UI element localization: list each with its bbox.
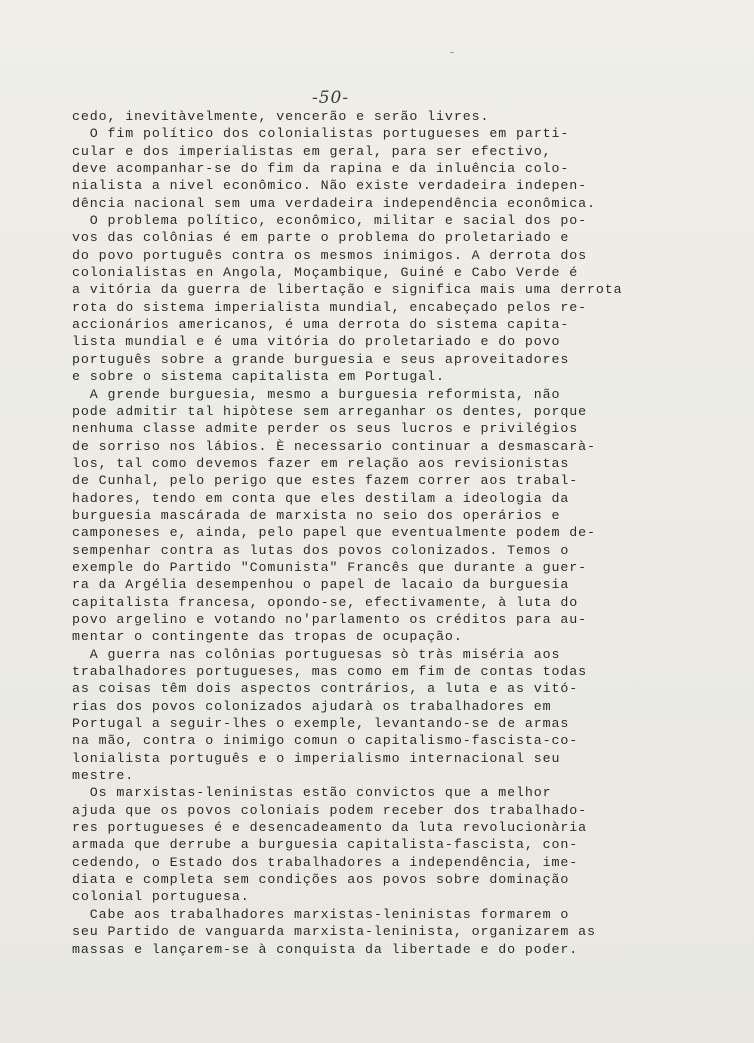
text-line: A grende burguesia, mesmo a burguesia reformista, não [72, 386, 561, 402]
text-line: hadores, tendo em conta que eles destilam a ideologia da [72, 490, 570, 506]
text-line: povo argelino e votando no'parlamento os créditos para au- [72, 611, 588, 627]
text-line: colonial portuguesa. [72, 889, 250, 905]
text-line: cedendo, o Estado dos trabalhadores a independência, ime- [72, 854, 579, 870]
text-line: rota do sistema imperialista mundial, encabeçado pelos re- [72, 299, 588, 315]
text-line: ra da Argélia desempenhou o papel de lacaio da burguesia [72, 577, 570, 593]
text-line: Os marxistas-leninistas estão convictos que a melhor [72, 785, 552, 801]
text-line: ajuda que os povos coloniais podem receber dos trabalhado- [72, 802, 588, 818]
text-line: capitalista francesa, opondo-se, efectivamente, à luta do [72, 594, 579, 610]
text-line: exemple do Partido "Comunista" Francês que durante a guer- [72, 559, 588, 575]
text-line: burguesia mascárada de marxista no seio dos operários e [72, 507, 561, 523]
text-line: diata e completa sem condições aos povos sobre dominação [72, 872, 570, 888]
text-line: accionários americanos, é uma derrota do sistema capita- [72, 317, 570, 333]
text-line: O problema político, econômico, militar e sacial dos po- [72, 213, 588, 229]
text-line: O fim político dos colonialistas portugueses em parti- [72, 126, 570, 142]
page-number: -50- [312, 88, 350, 108]
text-line: português sobre a grande burguesia e seus aproveitadores [72, 351, 570, 367]
text-line: sempenhar contra as lutas dos povos colonizados. Temos o [72, 542, 570, 558]
text-line: cedo, inevitàvelmente, vencerão e serão livres. [72, 109, 490, 124]
text-line: as coisas têm dois aspectos contrários, a luta e as vitó- [72, 681, 579, 697]
text-line: A guerra nas colônias portuguesas sò tràs miséria aos [72, 646, 561, 662]
text-line: massas e lançarem-se à conquista da libertade e do poder. [72, 941, 579, 957]
text-line: e sobre o sistema capitalista em Portugal. [72, 369, 445, 385]
text-line: res portugueses é e desencadeamento da luta revolucionària [72, 820, 588, 836]
text-line: dência nacional sem uma verdadeira independência econômica. [72, 195, 596, 211]
margin-mark [450, 52, 454, 53]
body-text [72, 108, 672, 958]
text-line: nialista a nivel econômico. Não existe verdadeira indepen- [72, 178, 588, 194]
text-line: deve acompanhar-se do fim da rapina e da inluência colo- [72, 161, 570, 177]
text-line: camponeses e, ainda, pelo papel que eventualmente podem de- [72, 525, 596, 541]
text-line: lonialista português e o imperialismo internacional seu [72, 750, 561, 766]
text-line: trabalhadores portugueses, mas como em fim de contas todas [72, 664, 588, 679]
text-line: nenhuma classe admite perder os seus lucros e privilégios [72, 421, 579, 437]
text-line: armada que derrube a burguesia capitalista-fascista, con- [72, 837, 579, 853]
text-line: do povo português contra os mesmos inimigos. A derrota dos [72, 247, 588, 263]
text-line: pode admitir tal hipòtese sem arreganhar os dentes, porque [72, 403, 588, 419]
text-line: Cabe aos trabalhadores marxistas-leninistas formarem o [72, 906, 570, 922]
text-line: vos das colônias é em parte o problema do proletariado e [72, 230, 570, 246]
text-line: cular e dos imperialistas em geral, para ser efectivo, [72, 143, 552, 159]
text-line: los, tal como devemos fazer em relação aos revisionistas [72, 455, 570, 471]
text-line: Portugal a seguir-lhes o exemple, levantando-se de armas [72, 716, 570, 732]
text-line: lista mundial e é uma vitória do proletariado e do povo [72, 334, 561, 350]
text-line: rias dos povos colonizados ajudarà os trabalhadores em [72, 698, 552, 714]
text-line: a vitória da guerra de libertação e significa mais uma derrota [72, 282, 623, 298]
text-line: de Cunhal, pelo perigo que estes fazem correr aos trabal- [72, 473, 579, 489]
text-line: seu Partido de vanguarda marxista-leninista, organizarem as [72, 924, 596, 940]
text-line: na mão, contra o inimigo comun o capitalismo-fascista-co- [72, 733, 579, 749]
text-line: mestre. [72, 768, 135, 784]
text-line: colonialistas en Angola, Moçambique, Guiné e Cabo Verde é [72, 265, 579, 281]
text-line: mentar o contingente das tropas de ocupação. [72, 629, 463, 645]
text-line: de sorriso nos lábios. È necessario continuar a desmascarà- [72, 438, 596, 454]
